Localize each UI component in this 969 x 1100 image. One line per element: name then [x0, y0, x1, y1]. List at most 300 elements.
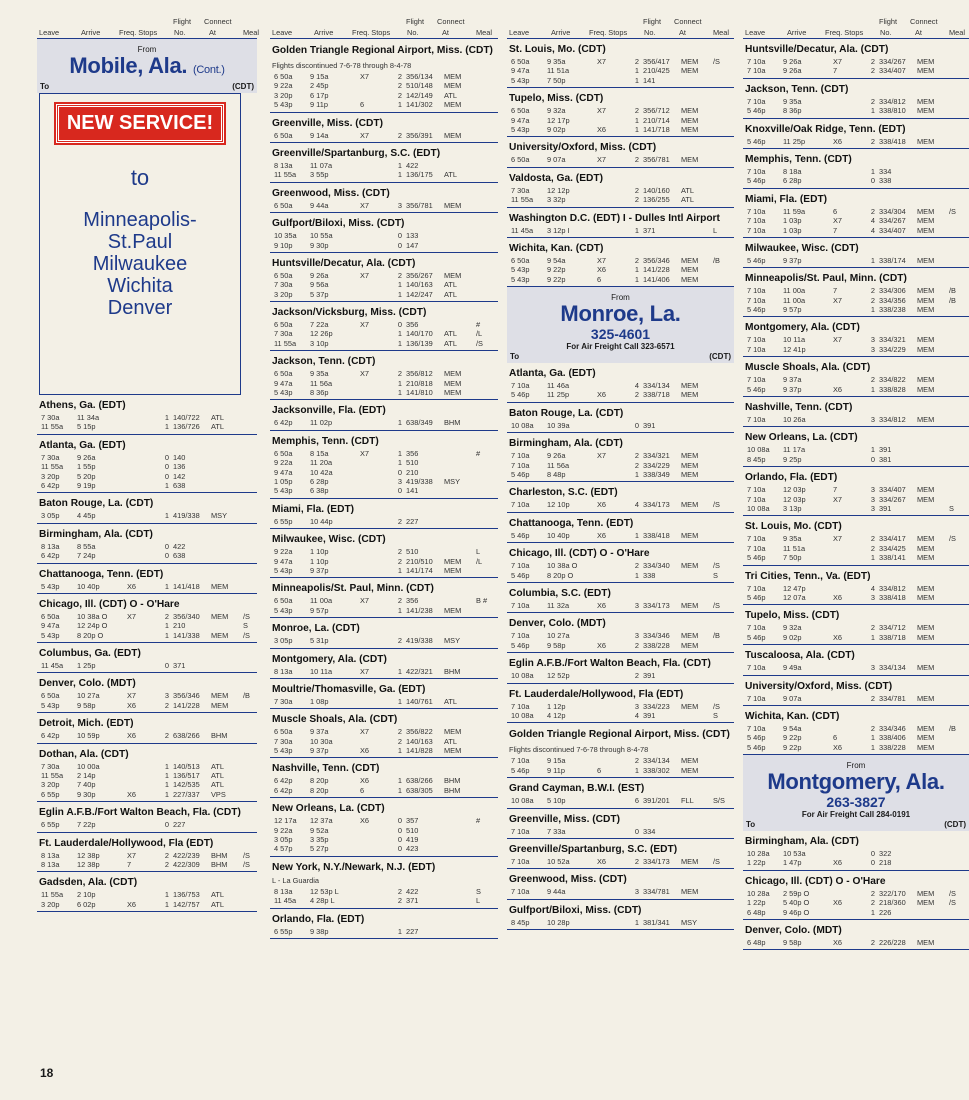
flight-number: 334/321 [643, 451, 670, 461]
arrive-time: 9 58p [783, 938, 802, 948]
leave-time: 5 46p [511, 390, 530, 400]
arrive-time: 9 26a [783, 66, 802, 76]
stops: 0 [634, 420, 639, 430]
meal: /B [949, 286, 956, 296]
leave-time: 7 10a [747, 693, 766, 703]
destination-block [507, 208, 734, 238]
arrive-time: 2 10p [77, 890, 96, 900]
flight-number: 141/228 [173, 700, 200, 710]
leave-time: 5 46p [747, 305, 766, 315]
flight-number: 422/321 [406, 666, 433, 676]
connect-at: BHM [211, 859, 228, 869]
connect-at: ATL [211, 890, 225, 900]
stops: 1 [164, 780, 169, 790]
arrive-time: 7 33a [547, 826, 566, 836]
stops: 0 [397, 844, 402, 854]
flight-number: 142 [173, 471, 186, 481]
leave-time: 9 47a [511, 66, 530, 76]
leave-time: 10 08a [511, 671, 534, 681]
stops: 1 [634, 66, 639, 76]
arrive-time: 9 44a [547, 887, 566, 897]
leave-time: 3 20p [41, 471, 60, 481]
leave-time: 6 50a [511, 155, 530, 165]
arrive-time: 9 32a [547, 106, 566, 116]
destination-block [270, 213, 498, 253]
flight-number: 334/173 [643, 500, 670, 510]
flight-number: 334/134 [643, 756, 670, 766]
destination-city: Columbia, S.C. (EDT) [509, 587, 611, 599]
flight-row [509, 702, 732, 711]
stops: 2 [870, 888, 875, 898]
destination-city: Miami, Fla. (EDT) [272, 503, 355, 515]
flight-number: 419/338 [406, 476, 433, 486]
destination-city: Chattanooga, Tenn. (EDT) [39, 568, 164, 580]
destination-city: New York, N.Y./Newark, N.J. (EDT) [272, 861, 436, 873]
connect-at: MSY [444, 636, 461, 646]
destination-city: Miami, Fla. (EDT) [745, 193, 828, 205]
stops: 1 [397, 458, 402, 468]
stops: 0 [164, 551, 169, 561]
stops: 0 [397, 320, 402, 330]
leave-time: 9 22a [274, 547, 293, 557]
flight-number: 141/338 [173, 630, 200, 640]
arrive-time: 11 25p [547, 390, 570, 400]
flight-number: 334/173 [643, 856, 670, 866]
destination-block [743, 238, 969, 268]
leave-time: 7 10a [747, 623, 766, 633]
connect-at: MEM [917, 693, 935, 703]
frequency: 6 [833, 733, 838, 743]
arrive-time: 3 35p [310, 835, 329, 845]
arrive-time: 7 50p [783, 553, 802, 563]
flight-number: 338/718 [879, 632, 906, 642]
flight-row [745, 345, 967, 354]
meal: /B [713, 631, 720, 641]
leave-time: 5 43p [511, 75, 530, 85]
arrive-time: 12 26p [310, 329, 333, 339]
stops: 1 [870, 106, 875, 116]
connect-at: MEM [211, 630, 229, 640]
frequency: X7 [360, 727, 370, 737]
stops: 2 [634, 856, 639, 866]
column-4 [743, 0, 969, 1078]
leave-time: 6 50a [511, 57, 530, 66]
leave-time: 5 43p [511, 124, 530, 134]
flight-row [509, 756, 732, 765]
flight-number: 141/228 [643, 265, 670, 275]
arrive-time: 11 00a [783, 286, 806, 296]
connect-at: MEM [917, 136, 935, 146]
destination-block [37, 395, 257, 435]
flight-row [272, 636, 496, 645]
connect-at: ATL [211, 761, 225, 771]
destination-block [507, 778, 734, 808]
arrive-time: 11 32a [547, 600, 570, 610]
stops: 2 [870, 693, 875, 703]
destination-city: Nashville, Tenn. (CDT) [745, 402, 853, 414]
leave-time: 5 46p [747, 106, 766, 116]
meal: /S [713, 701, 720, 711]
flight-row [509, 125, 732, 134]
connect-at: ATL [211, 771, 225, 781]
header-arrive: Arrive [551, 28, 571, 37]
destination-city: Nashville, Tenn. (CDT) [272, 763, 380, 775]
stops: 2 [870, 206, 875, 216]
leave-time: 10 08a [511, 420, 534, 430]
arrive-time: 12 03p [783, 485, 806, 495]
destination-block [743, 39, 969, 79]
destination-block [743, 566, 969, 606]
flight-row [39, 551, 255, 560]
flight-number: 391 [879, 445, 892, 455]
arrive-time: 8 15a [310, 448, 329, 458]
flight-number: 338/302 [643, 765, 670, 775]
destination-city: Knoxville/Oak Ridge, Tenn. (EDT) [745, 123, 906, 135]
leave-time: 7 10a [511, 856, 530, 866]
leave-time: 7 10a [511, 500, 530, 510]
destination-block [507, 482, 734, 512]
arrive-time: 9 38p [310, 926, 329, 936]
meal: S [243, 621, 248, 631]
header-freq: Freq. Stops [825, 28, 864, 37]
arrive-time: 9 22p [783, 733, 802, 743]
frequency: X7 [597, 57, 607, 66]
frequency: X6 [597, 124, 607, 134]
connect-at: MEM [917, 623, 935, 633]
flight-number: 334/306 [879, 286, 906, 296]
flight-row [272, 606, 496, 615]
origin-city-name: Mobile, Ala. [69, 53, 188, 78]
destination-block [507, 168, 734, 208]
leave-time: 8 13a [41, 850, 60, 860]
flight-row [509, 186, 732, 195]
stops: 1 [164, 511, 169, 521]
destination-block [270, 253, 498, 302]
origin-phone: 263-3827 [826, 794, 886, 811]
destination-block [507, 809, 734, 839]
meal: /S [243, 859, 250, 869]
connect-at: MEM [917, 225, 935, 235]
meal: L [476, 896, 481, 906]
leave-time: 5 46p [747, 176, 766, 186]
flight-number: 334/346 [879, 723, 906, 733]
stops: 2 [634, 671, 639, 681]
destination-block [507, 684, 734, 724]
flight-row [745, 733, 967, 742]
stops: 2 [870, 136, 875, 146]
flight-row [272, 231, 496, 240]
connect-at: FLL [681, 796, 694, 806]
leave-time: 6 50a [41, 611, 60, 621]
destination-block [743, 831, 969, 871]
leave-time: 5 43p [274, 100, 293, 110]
flight-number: 338/228 [643, 640, 670, 650]
flight-number: 227 [173, 820, 186, 830]
destination-city: Ft. Lauderdale/Hollywood, Fla (EDT) [509, 688, 684, 700]
stops: 2 [870, 66, 875, 76]
leave-time: 7 10a [747, 66, 766, 76]
destination-block [37, 643, 257, 673]
frequency: X7 [833, 57, 843, 66]
flight-number: 334/425 [879, 543, 906, 553]
flight-number: 422 [173, 541, 186, 551]
leave-time: 7 10a [511, 460, 530, 470]
flight-row [509, 918, 732, 927]
meal: /S [713, 856, 720, 866]
connect-at: MEM [211, 700, 229, 710]
flight-row [272, 468, 496, 477]
arrive-time: 12 37a [310, 816, 333, 826]
leave-time: 6 55p [274, 926, 293, 936]
flight-number: 133 [406, 231, 419, 241]
connect-at: BHM [444, 666, 461, 676]
meal: S [949, 503, 954, 513]
leave-time: 11 45a [511, 225, 534, 235]
arrive-time: 9 56a [310, 280, 329, 290]
leave-time: 11 55a [41, 890, 64, 900]
flight-number: 356/781 [643, 155, 670, 165]
stops: 2 [634, 756, 639, 766]
frequency: X6 [833, 136, 843, 146]
destination-block [37, 493, 257, 523]
stops: 1 [397, 696, 402, 706]
flight-number: 638/349 [406, 418, 433, 428]
frequency: X6 [833, 898, 843, 908]
arrive-time: 9 37p [310, 565, 329, 575]
flight-number: 356/267 [406, 270, 433, 280]
frequency: 7 [833, 225, 838, 235]
destination-block [507, 513, 734, 543]
leave-time: 11 55a [41, 422, 64, 432]
leave-time: 8 13a [274, 886, 293, 896]
leave-time: 1 22p [747, 898, 766, 908]
meal: /S [243, 850, 250, 860]
flight-number: 356 [406, 448, 419, 458]
arrive-time: 10 52a [547, 856, 570, 866]
leave-time: 3 05p [274, 636, 293, 646]
leave-time: 8 13a [41, 541, 60, 551]
connect-at: MEM [917, 206, 935, 216]
flight-row [272, 369, 496, 378]
destination-block [507, 839, 734, 869]
stops: 3 [870, 485, 875, 495]
leave-time: 6 50a [41, 691, 60, 701]
stops: 6 [634, 796, 639, 806]
flight-row [509, 195, 732, 204]
flight-number: 218/360 [879, 898, 906, 908]
destination-city: Jackson, Tenn. (CDT) [272, 356, 376, 368]
leave-time: 7 10a [511, 561, 530, 571]
arrive-time: 9 49a [783, 663, 802, 673]
leave-time: 5 43p [41, 700, 60, 710]
destination-city: Jackson/Vicksburg, Miss. (CDT) [272, 307, 427, 319]
leave-time: 6 42p [41, 731, 60, 741]
connect-at: MEM [444, 746, 462, 756]
connect-at: MEM [681, 701, 699, 711]
arrive-time: 9 30p [77, 789, 96, 799]
arrive-time: 3 10p [310, 338, 329, 348]
stops: 2 [634, 185, 639, 195]
header-meal: Meal [949, 28, 966, 37]
flight-number: 334/134 [643, 381, 670, 391]
leave-time: 7 10a [747, 485, 766, 495]
connect-at: MEM [917, 663, 935, 673]
connect-at: MEM [917, 543, 935, 553]
stops: 1 [397, 289, 402, 299]
leave-time: 6 50a [511, 255, 530, 265]
destination-city: Baton Rouge, La. (CDT) [39, 498, 154, 510]
flight-row [272, 927, 496, 936]
destination-city: St. Louis, Mo. (CDT) [745, 521, 842, 533]
destination-city: Ft. Lauderdale/Hollywood, Fla (EDT) [39, 837, 214, 849]
flight-number: 334/822 [879, 375, 906, 385]
flight-number: 334/812 [879, 415, 906, 425]
arrive-time: 6 02p [77, 899, 96, 909]
stops: 1 [397, 160, 402, 170]
flight-row [509, 766, 732, 775]
header-leave: Leave [745, 28, 766, 37]
stops: 1 [397, 388, 402, 398]
leave-time: 7 10a [747, 166, 766, 176]
connect-at: MEM [917, 106, 935, 116]
frequency: 7 [833, 286, 838, 296]
frequency: X6 [597, 640, 607, 650]
destination-city: Chicago, Ill. (CDT) O - O'Hare [39, 598, 180, 610]
leave-time: 7 10a [747, 415, 766, 425]
flight-number: 419/338 [173, 511, 200, 521]
frequency: X7 [360, 200, 370, 210]
connect-at: MEM [681, 887, 699, 897]
flight-number: 334 [879, 166, 892, 176]
stops: 2 [397, 516, 402, 526]
leave-time: 6 50a [511, 106, 530, 116]
destination-city: Milwaukee, Wisc. (CDT) [272, 534, 386, 546]
connect-at: MEM [681, 66, 699, 76]
stops: 1 [397, 565, 402, 575]
arrive-time: 12 52p [547, 671, 570, 681]
arrive-time: 12 24p O [77, 621, 108, 631]
meal: /S [713, 500, 720, 510]
destination-block [270, 758, 498, 798]
leave-time: 9 47a [41, 621, 60, 631]
flight-number: 334/346 [643, 631, 670, 641]
header-arrive: Arrive [81, 28, 101, 37]
arrive-time: 9 54a [547, 255, 566, 265]
leave-time: 7 10a [747, 225, 766, 235]
leave-time: 5 46p [747, 742, 766, 752]
flight-number: 338/349 [643, 470, 670, 480]
meal: S/S [713, 796, 725, 806]
connect-at: ATL [211, 899, 225, 909]
leave-time: 6 50a [274, 596, 293, 606]
destination-city: University/Oxford, Miss. (CDT) [745, 680, 893, 692]
connect-at: MEM [917, 888, 935, 898]
leave-time: 5 43p [274, 605, 293, 615]
leave-time: 3 20p [41, 899, 60, 909]
stops: 1 [397, 418, 402, 428]
connect-at: MEM [917, 723, 935, 733]
connect-at: MEM [444, 100, 462, 110]
destination-block [743, 119, 969, 149]
header-no: No. [174, 28, 186, 37]
stops: 2 [397, 72, 402, 81]
destination-block [270, 400, 498, 430]
flight-number: 136/517 [173, 771, 200, 781]
leave-time: 9 22a [274, 81, 293, 91]
flight-row [39, 820, 255, 829]
destination-block [270, 183, 498, 213]
flight-row [509, 531, 732, 540]
flight-number: 371 [643, 225, 656, 235]
destination-city: Dothan, Ala. (CDT) [39, 748, 129, 760]
flight-row [509, 461, 732, 470]
stops: 3 [870, 503, 875, 513]
stops: 1 [397, 666, 402, 676]
arrive-time: 9 37p [783, 255, 802, 265]
arrive-time: 11 59a [783, 206, 806, 216]
stops: 1 [870, 166, 875, 176]
promo-destination: Minneapolis- [83, 209, 197, 231]
connect-at: MEM [681, 274, 699, 284]
destination-city: Detroit, Mich. (EDT) [39, 718, 134, 730]
connect-at: MEM [917, 733, 935, 743]
flight-number: 141/418 [173, 581, 200, 591]
stops: 0 [870, 858, 875, 868]
stops: 0 [164, 452, 169, 462]
connect-at: MEM [917, 57, 935, 66]
frequency: X6 [833, 938, 843, 948]
leave-time: 7 10a [747, 534, 766, 544]
stops: 2 [870, 295, 875, 305]
frequency: X6 [833, 742, 843, 752]
arrive-time: 9 02p [547, 124, 566, 134]
flight-number: 356/391 [406, 130, 433, 140]
leave-time: 7 10a [747, 723, 766, 733]
arrive-time: 1 08p [310, 696, 329, 706]
destination-block [743, 920, 969, 950]
destination-city: Wichita, Kan. (CDT) [745, 710, 840, 722]
connect-at: ATL [444, 696, 458, 706]
destination-block [37, 673, 257, 713]
arrive-time: 4 45p [77, 511, 96, 521]
arrive-time: 5 27p [310, 844, 329, 854]
destination-block [37, 524, 257, 564]
arrive-time: 4 28p L [310, 896, 335, 906]
flight-number: 227/337 [173, 789, 200, 799]
new-service-box [39, 93, 241, 395]
stops: 3 [870, 415, 875, 425]
meal: /S [713, 600, 720, 610]
arrive-time: 10 53a [783, 849, 806, 859]
leave-time: 6 42p [41, 551, 60, 561]
flight-number: 334/407 [879, 225, 906, 235]
flight-row [745, 584, 967, 593]
flight-row [272, 201, 496, 210]
connect-at: ATL [444, 280, 458, 290]
leave-time: 8 13a [274, 160, 293, 170]
destination-city: Atlanta, Ga. (EDT) [509, 368, 596, 380]
meal: # [476, 320, 481, 330]
arrive-time: 9 26a [547, 451, 566, 461]
connect-at: MEM [917, 742, 935, 752]
flight-number: 140/761 [406, 696, 433, 706]
flight-number: 136 [173, 462, 186, 472]
leave-time: 7 30a [41, 761, 60, 771]
destination-city: Greenwood, Miss. (CDT) [272, 187, 390, 199]
stops: 2 [870, 286, 875, 296]
to-label: To [746, 820, 756, 830]
stops: 1 [634, 75, 639, 85]
